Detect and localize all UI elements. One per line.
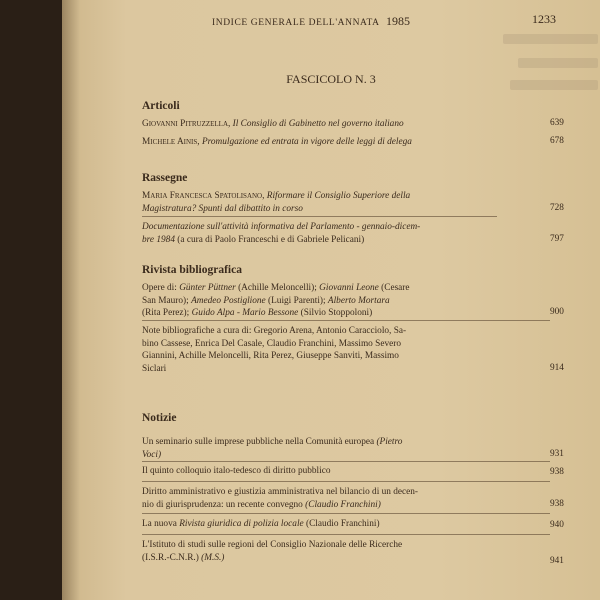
entry-page: 914 [550,363,564,373]
bleed-through-mark [503,34,598,44]
entry-editors: (a cura di Paolo Franceschi e di Gabriele Pelicani) [177,234,365,245]
journal-title: Rivista giuridica di polizia locale [179,519,304,529]
divider [142,461,550,462]
entry-title: Riformare il Consiglio Superiore della [266,191,411,201]
entry-title: Promulgazione ed entrata in vigore delle leggi di delega [201,137,412,147]
text: Il quinto colloquio italo-tedesco di diritto pubblico [142,466,331,476]
section-title-notizie: Notizie [142,412,177,424]
text: bino Cassese, Enrica Del Casale, Claudio Franchini, Massimo Severo [142,338,401,349]
toc-entry [142,136,542,149]
text: Un seminario sulle imprese pubbliche nella Comunità europea [142,437,375,447]
reviewed-author: Guido Alpa - Mario Bessone [191,308,299,318]
entry-title-cont: bre 1984 [142,234,175,245]
text: La nuova [142,519,177,529]
text: Note bibliografiche a cura di: Gregorio Arena, Antonio Caracciolo, Sa- [142,326,407,336]
running-header [212,14,410,29]
entry-page: 938 [550,467,564,477]
toc-entry-opere [142,282,542,320]
text: (I.S.R.-C.N.R.) [142,552,199,563]
reviewed-author: Alberto Mortara [327,295,390,306]
reviewer: San Mauro); [142,295,189,306]
author: Michele Ainis, [142,137,200,147]
reviewer: (Rita Perez); [142,308,190,318]
toc-entry-note [142,325,542,375]
entry-title: Documentazione sull'attività informativa del Parlamento - gennaio-dicem- [142,222,421,232]
toc-entry [142,190,542,215]
entry-page: 678 [550,136,564,146]
author: (Claudio Franchini) [305,519,380,529]
divider [142,534,550,535]
bleed-through-mark [518,58,598,68]
toc-entry [142,118,542,131]
entry-page: 941 [550,556,564,566]
fascicolo-heading: FASCICOLO N. 3 [286,72,376,86]
divider [142,216,497,217]
entry-title: Il Consiglio di Gabinetto nel governo italiano [232,119,404,129]
author: (M.S.) [201,552,225,563]
author: Giovanni Pitruzzella, [142,119,231,129]
divider [142,320,550,321]
entry-page: 938 [550,499,564,509]
author: Voci) [142,449,162,460]
section-title-rivista: Rivista bibliografica [142,264,242,276]
divider [142,481,550,482]
toc-entry [142,465,542,478]
entry-page: 900 [550,307,564,317]
toc-entry [142,221,542,246]
entry-page: 940 [550,520,564,530]
reviewed-author: Amedeo Postiglione [191,295,266,306]
text: Siclari [142,363,167,374]
running-title: INDICE GENERALE DELL'ANNATA [212,18,380,28]
entry-page: 728 [550,203,564,213]
text: Opere di: [142,283,177,293]
author: (Pietro [376,437,403,447]
header-year: 1985 [386,14,411,28]
text: nio di giurisprudenza: un recente convegno [142,499,303,510]
reviewed-author: Giovanni Leone [319,283,379,293]
reviewer: (Luigi Parenti); [268,295,326,306]
toc-entry [142,539,542,564]
reviewer: (Cesare [381,283,410,293]
author: (Claudio Franchini) [305,499,381,510]
page-number: 1233 [532,12,556,26]
entry-page: 639 [550,118,564,128]
reviewer: (Silvio Stoppoloni) [300,308,373,318]
text: Giannini, Achille Meloncelli, Rita Perez, Giuseppe Sanviti, Massimo [142,351,399,361]
entry-title-cont: Magistratura? Spunti dal dibattito in corso [142,203,303,214]
section-title-rassegne: Rassegne [142,172,188,184]
toc-entry [142,486,542,511]
reviewer: (Achille Meloncelli); [238,283,317,293]
toc-entry [142,518,542,531]
section-title-articoli: Articoli [142,100,180,112]
entry-page: 797 [550,234,564,244]
divider [142,513,550,514]
entry-page: 931 [550,449,564,459]
text: L'Istituto di studi sulle regioni del Consiglio Nazionale delle Ricerche [142,540,403,550]
text: Diritto amministrativo e giustizia amministrativa nel bilancio di un decen- [142,487,418,497]
document-page [62,0,600,600]
reviewed-author: Günter Püttner [179,283,236,293]
author: Maria Francesca Spatolisano, [142,191,265,201]
toc-entry [142,436,542,461]
